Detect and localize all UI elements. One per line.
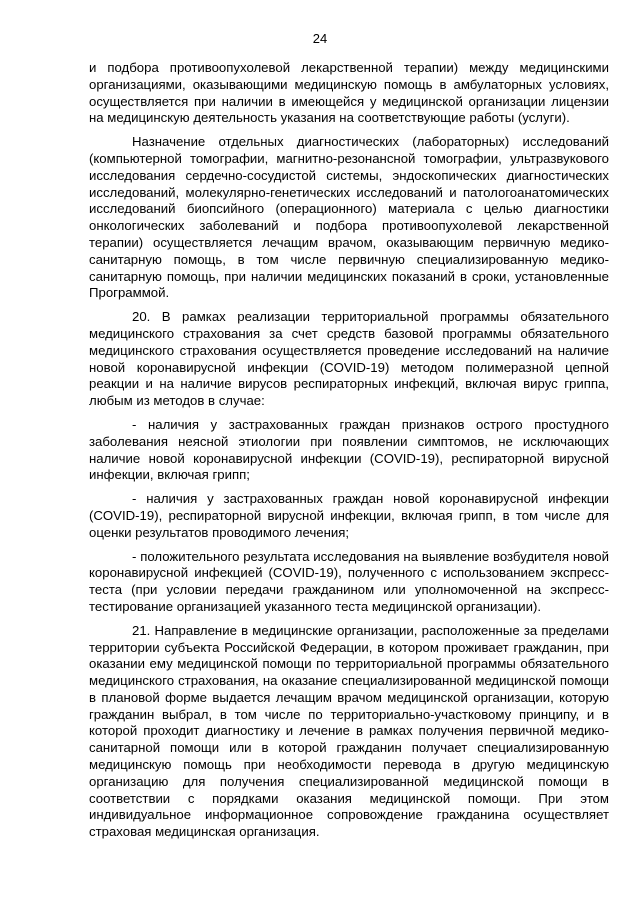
paragraph-diagnostic-assignment: Назначение отдельных диагностических (лабораторных) исследований (компьютерной томографии, магнитно-резонансной томографии, ультразвукового исследования сердечно-сосудистой системы, эндоскопических диагностических исследований, молекулярно-генетических исследований и патологоанатомических исследований биопсийного (операционного) материала с целью диагностики онкологических заболеваний и подбора противоопухолевой лекарственной терапии) осуществляется лечащим врачом, оказывающим первичную медико-санитарную помощь, в том числе первичную специализированную медико-санитарную помощь, при наличии медицинских показаний в сроки, установленные Программой. [89, 134, 609, 301]
paragraph-item-20: 20. В рамках реализации территориальной программы обязательного медицинского страхования за счет средств базовой программы обязательного медицинского страхования осуществляется проведение исследований на наличие новой коронавирусной инфекции (COVID-19) методом полимеразной цепной реакции и на наличие вирусов респираторных инфекций, включая вирус гриппа, любым из методов в случае: [89, 309, 609, 409]
page-number: 24 [312, 31, 328, 46]
document-body [89, 60, 609, 841]
paragraph-item-21: 21. Направление в медицинские организации, расположенные за пределами территории субъекта Российской Федерации, в котором проживает гражданин, при оказании ему медицинской помощи по территориальной программы обязательного медицинского страхования, на оказание специализированной медицинской помощи в плановой форме выдается лечащим врачом медицинской организации, которую гражданин выбрал, в том числе по территориально-участковому принципу, и в которой проходит диагностику и лечение в рамках получения первичной медико-санитарной помощи или в которой гражданин получает специализированную медицинскую помощь при необходимости перевода в другую медицинскую организацию для получения специализированной медицинской помощи в соответствии с порядками оказания медицинской помощи. При этом индивидуальное информационное сопровождение гражданина осуществляет страховая медицинская организация. [89, 622, 609, 840]
list-item-express-test: - положительного результата исследования на выявление возбудителя новой коронавирусной инфекцией (COVID-19), полученного с использованием экспресс-теста (при условии передачи гражданином или уполномоченной на экспресс-тестирование организацией указанного теста медицинской организации). [89, 548, 609, 614]
list-item-acute-illness: - наличия у застрахованных граждан признаков острого простудного заболевания неясной этиологии при появлении симптомов, не исключающих наличие новой коронавирусной инфекции (COVID-19), респираторной вирусной инфекции, включая грипп; [89, 416, 609, 483]
paragraph-continuation: и подбора противоопухолевой лекарственной терапии) между медицинскими организациями, оказывающими медицинскую помощь в амбулаторных условиях, осуществляется при наличии в имеющейся у медицинской организации лицензии на медицинскую деятельность указания на соответствующие работы (услуги). [89, 60, 609, 126]
list-item-confirmed-infection: - наличия у застрахованных граждан новой коронавирусной инфекции (COVID-19), респираторной вирусной инфекции, включая грипп, в том числе для оценки результатов проводимого лечения; [89, 491, 609, 540]
